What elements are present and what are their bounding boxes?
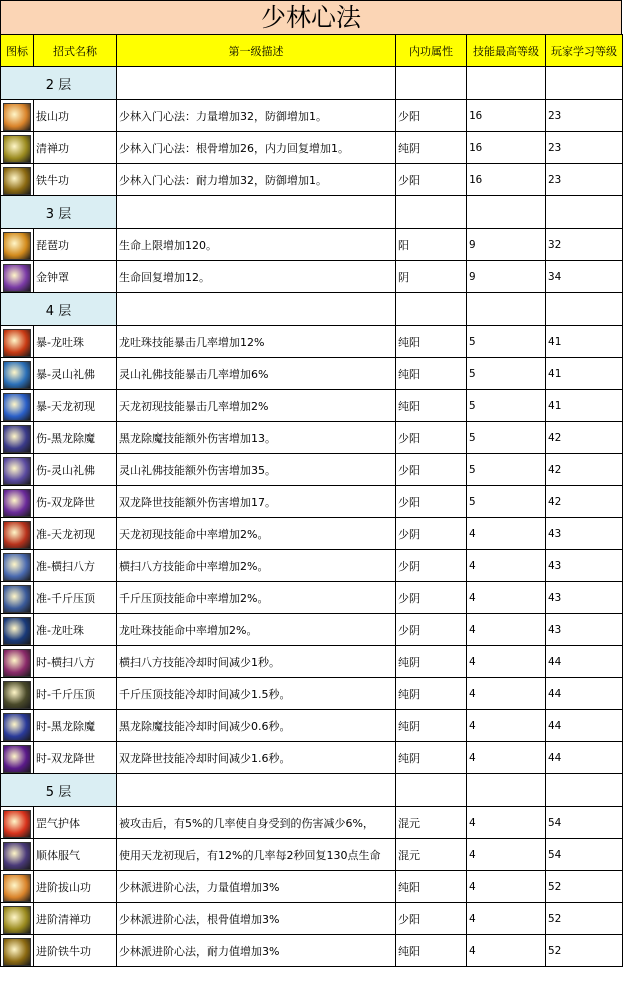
skill-max-level: 4 <box>467 646 546 678</box>
skill-name: 时-双龙降世 <box>34 742 117 774</box>
skill-max-level: 5 <box>467 422 546 454</box>
skill-max-level: 4 <box>467 550 546 582</box>
skill-attribute: 少阴 <box>396 550 467 582</box>
layer-row <box>1 196 623 229</box>
skill-row <box>1 935 623 967</box>
skill-name: 顺体服气 <box>34 839 117 871</box>
skill-description: 灵山礼佛技能额外伤害增加35。 <box>117 454 396 486</box>
skill-attribute: 少阳 <box>396 100 467 132</box>
skill-description: 使用天龙初现后，有12%的几率每2秒回复130点生命 <box>117 839 396 871</box>
skill-row <box>1 100 623 132</box>
palm-icon <box>3 906 31 934</box>
skill-max-level: 5 <box>467 390 546 422</box>
skill-learn-level: 42 <box>546 486 623 518</box>
staff-icon <box>3 681 31 709</box>
skill-attribute: 纯阳 <box>396 871 467 903</box>
icon-cell <box>1 646 34 678</box>
skill-row <box>1 518 623 550</box>
skill-name: 进阶铁牛功 <box>34 935 117 967</box>
skill-max-level: 4 <box>467 614 546 646</box>
skill-row <box>1 678 623 710</box>
fist-icon <box>3 103 31 131</box>
skill-attribute: 纯阳 <box>396 326 467 358</box>
skill-attribute: 少阴 <box>396 614 467 646</box>
sword-icon <box>3 713 31 741</box>
wing-icon <box>3 232 31 260</box>
skill-row <box>1 390 623 422</box>
layer-label: 2 层 <box>1 67 117 100</box>
skill-description: 少林派进阶心法，力量值增加3% <box>117 871 396 903</box>
skill-name: 时-横扫八方 <box>34 646 117 678</box>
skill-learn-level: 23 <box>546 100 623 132</box>
header-row <box>1 35 623 67</box>
skill-row <box>1 486 623 518</box>
sheet-title: 少林心法 <box>0 0 622 35</box>
skill-learn-level: 43 <box>546 582 623 614</box>
heart-icon <box>3 810 31 838</box>
skill-row <box>1 550 623 582</box>
fire-icon <box>3 329 31 357</box>
empty-cell <box>467 196 546 229</box>
skill-learn-level: 43 <box>546 518 623 550</box>
skill-learn-level: 41 <box>546 326 623 358</box>
dragon-icon <box>3 745 31 773</box>
skill-description: 双龙降世技能冷却时间减少1.6秒。 <box>117 742 396 774</box>
icon-cell <box>1 390 34 422</box>
skill-learn-level: 41 <box>546 390 623 422</box>
skill-description: 千斤压顶技能命中率增加2%。 <box>117 582 396 614</box>
skill-name: 进阶拔山功 <box>34 871 117 903</box>
header-name: 招式名称 <box>34 35 117 67</box>
dragon-icon <box>3 489 31 517</box>
icon-cell <box>1 518 34 550</box>
skill-max-level: 5 <box>467 486 546 518</box>
skill-row <box>1 614 623 646</box>
skill-row <box>1 742 623 774</box>
spiral-icon <box>3 553 31 581</box>
skill-name: 伤-灵山礼佛 <box>34 454 117 486</box>
skill-max-level: 4 <box>467 807 546 839</box>
skill-learn-level: 42 <box>546 422 623 454</box>
skill-row <box>1 132 623 164</box>
slash-icon <box>3 649 31 677</box>
icon-cell <box>1 871 34 903</box>
skill-learn-level: 44 <box>546 710 623 742</box>
fist-icon <box>3 874 31 902</box>
icon-cell <box>1 358 34 390</box>
icon-cell <box>1 422 34 454</box>
icon-cell <box>1 678 34 710</box>
skill-name: 时-千斤压顶 <box>34 678 117 710</box>
icon-cell <box>1 614 34 646</box>
skill-name: 金钟罩 <box>34 261 117 293</box>
icon-cell <box>1 582 34 614</box>
skill-max-level: 4 <box>467 582 546 614</box>
skill-description: 被攻击后，有5%的几率使自身受到的伤害减少6%， <box>117 807 396 839</box>
skill-name: 准-千斤压顶 <box>34 582 117 614</box>
skill-name: 暴-灵山礼佛 <box>34 358 117 390</box>
skill-row <box>1 164 623 196</box>
skill-learn-level: 44 <box>546 678 623 710</box>
skill-max-level: 4 <box>467 839 546 871</box>
skill-attribute: 少阳 <box>396 486 467 518</box>
skill-attribute: 纯阴 <box>396 710 467 742</box>
skill-attribute: 少阴 <box>396 518 467 550</box>
skill-description: 双龙降世技能额外伤害增加17。 <box>117 486 396 518</box>
skill-learn-level: 42 <box>546 454 623 486</box>
skill-name: 进阶清禅功 <box>34 903 117 935</box>
empty-cell <box>467 67 546 100</box>
skill-table <box>0 34 623 967</box>
skill-name: 准-龙吐珠 <box>34 614 117 646</box>
skill-description: 少林入门心法：耐力增加32，防御增加1。 <box>117 164 396 196</box>
skill-name: 暴-龙吐珠 <box>34 326 117 358</box>
skill-max-level: 4 <box>467 871 546 903</box>
skill-name: 铁牛功 <box>34 164 117 196</box>
skill-attribute: 阳 <box>396 229 467 261</box>
skill-name: 准-天龙初现 <box>34 518 117 550</box>
layer-label: 4 层 <box>1 293 117 326</box>
skill-attribute: 少阳 <box>396 903 467 935</box>
skill-row <box>1 422 623 454</box>
empty-cell <box>467 774 546 807</box>
skill-attribute: 纯阳 <box>396 390 467 422</box>
skill-description: 少林入门心法：根骨增加26，内力回复增加1。 <box>117 132 396 164</box>
skill-row <box>1 871 623 903</box>
icon-cell <box>1 550 34 582</box>
skill-row <box>1 454 623 486</box>
icon-cell <box>1 132 34 164</box>
skill-attribute: 纯阴 <box>396 132 467 164</box>
skill-row <box>1 582 623 614</box>
skill-attribute: 混元 <box>396 807 467 839</box>
skill-name: 琵琶功 <box>34 229 117 261</box>
skill-description: 生命上限增加120。 <box>117 229 396 261</box>
skill-max-level: 5 <box>467 326 546 358</box>
skill-learn-level: 54 <box>546 839 623 871</box>
vortex-icon <box>3 585 31 613</box>
header-attr: 内功属性 <box>396 35 467 67</box>
icon-cell <box>1 935 34 967</box>
skill-learn-level: 52 <box>546 903 623 935</box>
skill-max-level: 9 <box>467 261 546 293</box>
skill-max-level: 4 <box>467 678 546 710</box>
empty-cell <box>396 293 467 326</box>
skill-row <box>1 229 623 261</box>
empty-cell <box>117 293 396 326</box>
skill-attribute: 纯阳 <box>396 358 467 390</box>
layer-row <box>1 774 623 807</box>
skill-max-level: 5 <box>467 358 546 390</box>
skill-name: 罡气护体 <box>34 807 117 839</box>
layer-row <box>1 67 623 100</box>
empty-cell <box>546 293 623 326</box>
icon-cell <box>1 742 34 774</box>
skill-attribute: 少阴 <box>396 582 467 614</box>
skill-learn-level: 34 <box>546 261 623 293</box>
skill-description: 天龙初现技能命中率增加2%。 <box>117 518 396 550</box>
skill-description: 千斤压顶技能冷却时间减少1.5秒。 <box>117 678 396 710</box>
skill-attribute: 阴 <box>396 261 467 293</box>
skill-learn-level: 43 <box>546 550 623 582</box>
icon-cell <box>1 261 34 293</box>
layer-row <box>1 293 623 326</box>
skill-max-level: 5 <box>467 454 546 486</box>
monk-icon <box>3 938 31 966</box>
empty-cell <box>546 774 623 807</box>
skill-learn-level: 44 <box>546 646 623 678</box>
header-desc: 第一级描述 <box>117 35 396 67</box>
empty-cell <box>546 196 623 229</box>
flame-icon <box>3 521 31 549</box>
skill-description: 少林派进阶心法，耐力值增加3% <box>117 935 396 967</box>
skill-learn-level: 54 <box>546 807 623 839</box>
icon-cell <box>1 903 34 935</box>
header-learn-level: 玩家学习等级 <box>546 35 623 67</box>
layer-label: 5 层 <box>1 774 117 807</box>
skill-description: 灵山礼佛技能暴击几率增加6% <box>117 358 396 390</box>
skill-learn-level: 32 <box>546 229 623 261</box>
icon-cell <box>1 326 34 358</box>
skill-max-level: 16 <box>467 100 546 132</box>
skill-max-level: 16 <box>467 132 546 164</box>
blade-icon <box>3 617 31 645</box>
skill-row <box>1 903 623 935</box>
skill-row <box>1 358 623 390</box>
sword-icon <box>3 393 31 421</box>
empty-cell <box>546 67 623 100</box>
empty-cell <box>117 67 396 100</box>
sword-icon <box>3 361 31 389</box>
skill-learn-level: 44 <box>546 742 623 774</box>
skill-learn-level: 52 <box>546 871 623 903</box>
icon-cell <box>1 486 34 518</box>
icon-cell <box>1 100 34 132</box>
bell-icon <box>3 264 31 292</box>
skill-description: 龙吐珠技能暴击几率增加12% <box>117 326 396 358</box>
header-max-level: 技能最高等级 <box>467 35 546 67</box>
skill-row <box>1 839 623 871</box>
monk-icon <box>3 167 31 195</box>
skill-description: 黑龙除魔技能额外伤害增加13。 <box>117 422 396 454</box>
icon-cell <box>1 164 34 196</box>
skill-description: 横扫八方技能冷却时间减少1秒。 <box>117 646 396 678</box>
icon-cell <box>1 229 34 261</box>
swirl-icon <box>3 457 31 485</box>
skill-attribute: 纯阳 <box>396 935 467 967</box>
icon-cell <box>1 839 34 871</box>
skill-learn-level: 23 <box>546 132 623 164</box>
skill-description: 横扫八方技能命中率增加2%。 <box>117 550 396 582</box>
empty-cell <box>467 293 546 326</box>
skill-attribute: 少阳 <box>396 454 467 486</box>
claw-icon <box>3 842 31 870</box>
skill-max-level: 4 <box>467 903 546 935</box>
skill-description: 少林入门心法：力量增加32，防御增加1。 <box>117 100 396 132</box>
skill-max-level: 4 <box>467 935 546 967</box>
skill-name: 暴-天龙初现 <box>34 390 117 422</box>
skill-attribute: 纯阴 <box>396 742 467 774</box>
skill-attribute: 少阳 <box>396 422 467 454</box>
skill-attribute: 混元 <box>396 839 467 871</box>
icon-cell <box>1 807 34 839</box>
skill-row <box>1 807 623 839</box>
empty-cell <box>396 67 467 100</box>
skill-description: 天龙初现技能暴击几率增加2% <box>117 390 396 422</box>
skill-attribute: 纯阴 <box>396 646 467 678</box>
skill-name: 清禅功 <box>34 132 117 164</box>
skill-learn-level: 52 <box>546 935 623 967</box>
skill-max-level: 4 <box>467 518 546 550</box>
skill-description: 黑龙除魔技能冷却时间减少0.6秒。 <box>117 710 396 742</box>
header-icon: 图标 <box>1 35 34 67</box>
skill-row <box>1 646 623 678</box>
skill-learn-level: 43 <box>546 614 623 646</box>
skill-max-level: 4 <box>467 742 546 774</box>
skill-description: 少林派进阶心法，根骨值增加3% <box>117 903 396 935</box>
hand-icon <box>3 425 31 453</box>
skill-row <box>1 261 623 293</box>
skill-name: 伤-双龙降世 <box>34 486 117 518</box>
icon-cell <box>1 454 34 486</box>
palm-icon <box>3 135 31 163</box>
icon-cell <box>1 710 34 742</box>
skill-description: 生命回复增加12。 <box>117 261 396 293</box>
skill-learn-level: 23 <box>546 164 623 196</box>
layer-label: 3 层 <box>1 196 117 229</box>
skill-max-level: 16 <box>467 164 546 196</box>
skill-attribute: 纯阴 <box>396 678 467 710</box>
skill-name: 拔山功 <box>34 100 117 132</box>
skill-max-level: 4 <box>467 710 546 742</box>
skill-learn-level: 41 <box>546 358 623 390</box>
skill-name: 时-黑龙除魔 <box>34 710 117 742</box>
skill-attribute: 少阳 <box>396 164 467 196</box>
skill-name: 准-横扫八方 <box>34 550 117 582</box>
skill-max-level: 9 <box>467 229 546 261</box>
empty-cell <box>117 774 396 807</box>
empty-cell <box>396 774 467 807</box>
skill-row <box>1 710 623 742</box>
skill-description: 龙吐珠技能命中率增加2%。 <box>117 614 396 646</box>
skill-name: 伤-黑龙除魔 <box>34 422 117 454</box>
empty-cell <box>117 196 396 229</box>
empty-cell <box>396 196 467 229</box>
skill-row <box>1 326 623 358</box>
